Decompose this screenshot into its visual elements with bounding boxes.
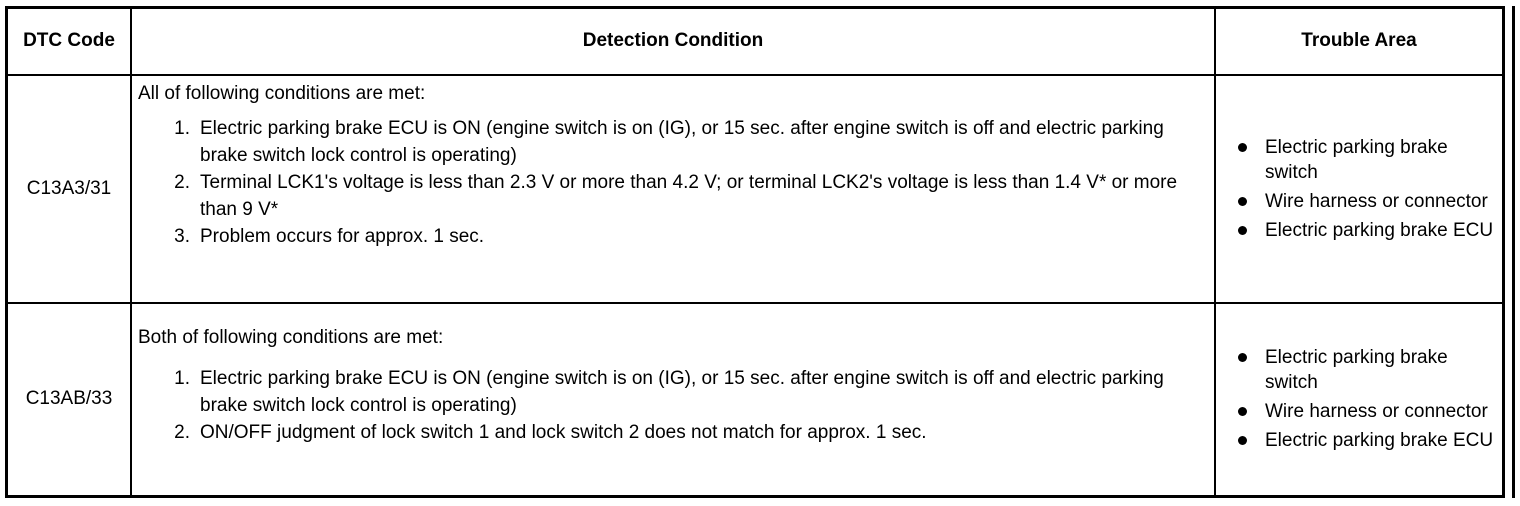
trouble-area-item (1234, 345, 1502, 395)
dtc-table (5, 6, 1505, 498)
bullet-icon (1238, 143, 1247, 152)
bullet-icon (1238, 353, 1247, 362)
trouble-area-item (1234, 218, 1502, 243)
condition-item (132, 419, 1204, 446)
trouble-area-item (1234, 135, 1502, 185)
trouble-area-text: Electric parking brake switch (1265, 136, 1448, 183)
condition-number: 2. (174, 171, 190, 193)
header-detection-condition: Detection Condition (131, 8, 1215, 75)
trouble-area-item (1234, 428, 1502, 453)
dtc-code-cell: C13AB/33 (7, 303, 132, 497)
bullet-icon (1238, 436, 1247, 445)
trouble-area-text: Electric parking brake switch (1265, 347, 1448, 394)
trouble-area-text: Wire harness or connector (1265, 401, 1488, 423)
header-dtc-code: DTC Code (7, 8, 132, 75)
table-row (7, 75, 1504, 303)
condition-text: ON/OFF judgment of lock switch 1 and lock switch 2 does not match for approx. 1 sec. (200, 421, 927, 443)
trouble-area-cell (1215, 303, 1504, 497)
trouble-area-list (1216, 135, 1502, 243)
condition-item (132, 223, 1204, 250)
condition-item (132, 169, 1204, 223)
bullet-icon (1238, 226, 1247, 235)
trouble-area-text: Electric parking brake ECU (1265, 219, 1494, 241)
dtc-code-cell: C13A3/31 (7, 75, 132, 303)
bullet-icon (1238, 197, 1247, 206)
condition-list (132, 115, 1214, 250)
detection-condition-cell (131, 303, 1215, 497)
trouble-area-item (1234, 399, 1502, 424)
header-row (7, 8, 1504, 75)
condition-item (132, 115, 1204, 169)
header-trouble-area: Trouble Area (1215, 8, 1504, 75)
condition-text: Terminal LCK1's voltage is less than 2.3 V or more than 4.2 V; or terminal LCK2's voltage is less than 1.4 V* or more than 9 V* (200, 171, 1178, 220)
condition-intro: All of following conditions are met: (138, 82, 426, 104)
trouble-area-list (1216, 345, 1502, 453)
detection-condition-cell (131, 75, 1215, 303)
right-edge-bar (1512, 6, 1515, 498)
trouble-area-item (1234, 189, 1502, 214)
bullet-icon (1238, 407, 1247, 416)
condition-text: Problem occurs for approx. 1 sec. (200, 225, 485, 247)
condition-list (132, 365, 1214, 446)
trouble-area-text: Electric parking brake ECU (1265, 430, 1494, 452)
condition-number: 1. (174, 367, 190, 389)
condition-item (132, 365, 1204, 419)
trouble-area-cell (1215, 75, 1504, 303)
condition-intro: Both of following conditions are met: (138, 326, 444, 348)
condition-number: 3. (174, 225, 190, 247)
condition-text: Electric parking brake ECU is ON (engine switch is on (IG), or 15 sec. after engine switch is off and electric parking brake switch lock control is operating) (200, 367, 1164, 416)
table-row (7, 303, 1504, 497)
condition-number: 2. (174, 421, 190, 443)
trouble-area-text: Wire harness or connector (1265, 190, 1488, 212)
condition-number: 1. (174, 117, 190, 139)
condition-text: Electric parking brake ECU is ON (engine switch is on (IG), or 15 sec. after engine switch is off and electric parking brake switch lock control is operating) (200, 117, 1164, 166)
